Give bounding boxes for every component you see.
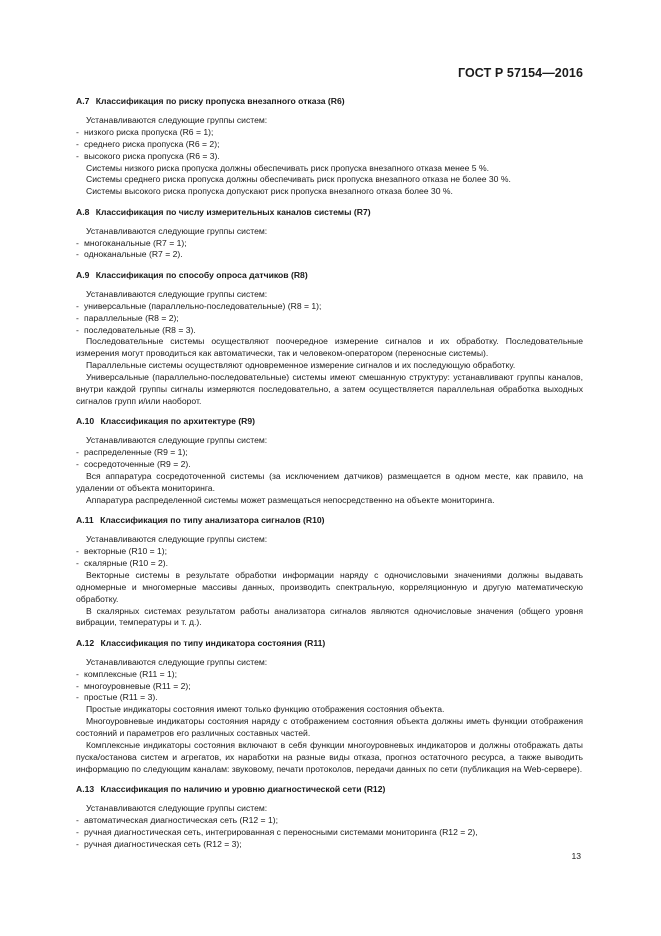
list-item: - ручная диагностическая сеть (R12 = 3); — [76, 838, 242, 849]
section-a7 — [76, 96, 583, 198]
section-intro: Устанавливаются следующие группы систем: — [86, 288, 268, 299]
section-intro: Устанавливаются следующие группы систем: — [86, 656, 268, 667]
section-heading: Классификация по риску пропуска внезапного отказа (R6) — [95, 96, 345, 106]
paragraph: Вся аппаратура сосредоточенной системы (за исключением датчиков) размещается в одном месте, как правило, на удалении от объекта мониторинга. — [76, 470, 583, 493]
section-intro: Устанавливаются следующие группы систем: — [86, 114, 268, 125]
list-item: - комплексные (R11 = 1); — [76, 668, 178, 679]
list-item: - автоматическая диагностическая сеть (R12 = 1); — [76, 815, 278, 826]
section-intro: Устанавливаются следующие группы систем: — [86, 435, 268, 446]
section-number: А.10 — [76, 416, 95, 427]
paragraph: Системы высокого риска пропуска допускают риск пропуска внезапного отказа более 30 %. — [86, 186, 453, 197]
list-item: - последовательные (R8 = 3). — [76, 324, 196, 335]
section-heading: Классификация по способу опроса датчиков (R8) — [95, 269, 308, 280]
list-item: - среднего риска пропуска (R6 = 2); — [76, 138, 220, 149]
list-item: - распределенные (R9 = 1); — [76, 447, 188, 458]
document-body — [76, 96, 583, 859]
list-item: - универсальные (параллельно-последовательные) (R8 = 1); — [76, 300, 322, 311]
list-item: - векторные (R10 = 1); — [76, 546, 168, 556]
paragraph: Простые индикаторы состояния имеют только функцию отображения состояния объекта. — [86, 704, 445, 715]
section-intro: Устанавливаются следующие группы систем: — [86, 803, 268, 814]
list-item: - сосредоточенные (R9 = 2). — [76, 459, 191, 470]
list-item: - низкого риска пропуска (R6 = 1); — [76, 126, 214, 137]
list-item: - одноканальные (R7 = 2). — [76, 249, 183, 260]
paragraph: Системы среднего риска пропуска должны обеспечивать риск пропуска внезапного отказа не более 30 %. — [86, 174, 511, 185]
paragraph: Последовательные системы осуществляют поочередное измерение сигналов и их обработку. Последовательные измерения могут проводиться как автоматически, так и человеком-оператором (переносные системы). — [76, 336, 583, 359]
section-number: А.9 — [76, 269, 90, 280]
section-title — [76, 416, 583, 428]
section-a9 — [76, 270, 583, 408]
list-item: - простые (R11 = 3). — [76, 692, 158, 703]
section-number: А.8 — [76, 206, 90, 217]
section-a10 — [76, 416, 583, 506]
document-code: ГОСТ Р 57154—2016 — [457, 66, 583, 80]
section-number: А.12 — [76, 637, 95, 648]
section-intro: Устанавливаются следующие группы систем: — [86, 534, 268, 545]
paragraph: Векторные системы в результате обработки информации наряду с одночисловыми значениями должны выдавать одномерные и многомерные массивы данных, производить спектральную, корреляционную и другую математическую обработку. — [76, 569, 583, 604]
section-title — [76, 96, 583, 108]
section-number: А.7 — [76, 96, 90, 106]
paragraph: Комплексные индикаторы состояния включают в себя функции многоуровневых индикаторов и должны отображать даты пуска/останова систем и агрегатов, их наработки на разные виды отказа, прогноз остаточного ресурса, а также выводить информацию по следующим каналам: звуковому, печати протоколов, передачи данных по сети (публикация на Web-сервере). — [76, 740, 583, 774]
list-item: - многоуровневые (R11 = 2); — [76, 680, 191, 691]
page-number: 13 — [571, 851, 581, 861]
section-a8 — [76, 207, 583, 262]
list-item: - скалярные (R10 = 2). — [76, 557, 169, 568]
paragraph: Параллельные системы осуществляют одновременное измерение сигналов и их последующую обработку. — [86, 360, 516, 371]
paragraph: Многоуровневые индикаторы состояния наряду с отображением состояния объекта должны иметь функции отображения состояний и параметров его различных составных частей. — [76, 716, 583, 739]
paragraph: Системы низкого риска пропуска должны обеспечивать риск пропуска внезапного отказа менее 5 %. — [86, 162, 490, 173]
list-item: - многоканальные (R7 = 1); — [76, 237, 187, 248]
section-intro: Устанавливаются следующие группы систем: — [86, 225, 268, 236]
section-number: А.11 — [76, 515, 94, 526]
paragraph: Аппаратура распределенной системы может размещаться непосредственно на объекте мониторинга. — [86, 494, 495, 505]
section-a11 — [76, 515, 583, 629]
section-heading: Классификация по наличию и уровню диагностической сети (R12) — [100, 784, 386, 795]
section-heading: Классификация по типу индикатора состояния (R11) — [100, 637, 326, 648]
section-title — [76, 638, 583, 650]
section-title — [76, 207, 583, 219]
section-a12 — [76, 638, 583, 776]
section-heading: Классификация по числу измерительных каналов системы (R7) — [95, 206, 371, 217]
list-item: - высокого риска пропуска (R6 = 3). — [76, 150, 220, 161]
paragraph: В скалярных системах результатом работы анализатора сигналов являются одночисловые значения (общего уровня вибрации, температуры и т. д.). — [76, 605, 583, 628]
section-number: А.13 — [76, 784, 95, 795]
section-a13 — [76, 784, 583, 851]
section-title — [76, 270, 583, 282]
paragraph: Универсальные (параллельно-последовательные) системы имеют смешанную структуру: устанавливают группы каналов, внутри каждой группы сигналы измеряются последовательно, а затем осуществляется параллельная обработка выходных сигналов групп и/или наоборот. — [76, 372, 583, 406]
list-item: - параллельные (R8 = 2); — [76, 312, 179, 323]
section-heading: Классификация по архитектуре (R9) — [100, 416, 256, 427]
section-title — [76, 515, 583, 527]
section-title — [76, 784, 583, 796]
list-item: - ручная диагностическая сеть, интегрированная с переносными системами мониторинга (R12 = 2), — [76, 827, 478, 838]
section-heading: Классификация по типу анализатора сигналов (R10) — [100, 515, 325, 526]
